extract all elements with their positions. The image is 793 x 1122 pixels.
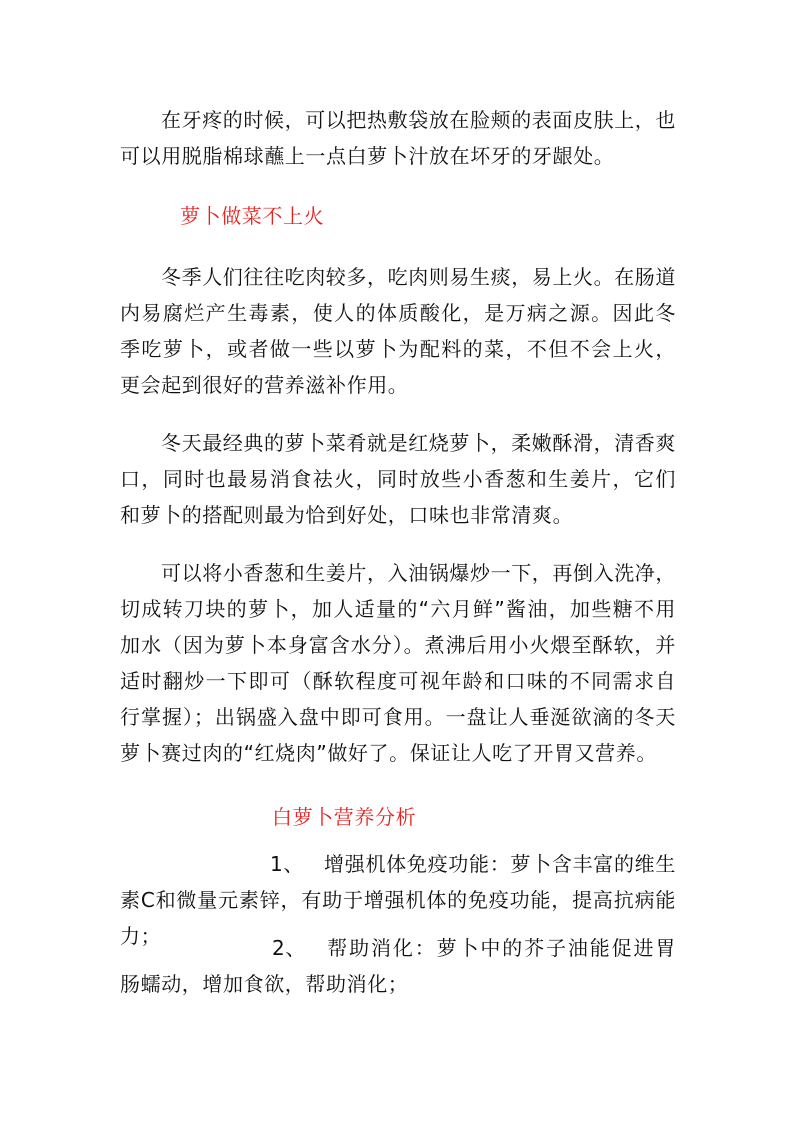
paragraph-toothache: 在牙疼的时候，可以把热敷袋放在脸颊的表面皮肤上，也可以用脱脂棉球蘸上一点白萝卜汁放在坏牙的牙龈处。 [120, 108, 676, 168]
paragraph-cooking-steps: 可以将小香葱和生姜片，入油锅爆炒一下，再倒入洗净，切成转刀块的萝卜，加人适量的“六月鲜”酱油，加些糖不用加水（因为萝卜本身富含水分）。煮沸后用小火煨至酥软，并适时翻炒一下即可（酥软程度可视年龄和口味的不同需求自行掌握）；出锅盛入盘中即可食用。一盘让人垂涎欲滴的冬天萝卜赛过肉的“红烧肉”做好了。保证让人吃了开胃又营养。 [120, 561, 676, 765]
list-number: 2、 [272, 936, 306, 960]
paragraph-winter-meat: 冬季人们往往吃肉较多，吃肉则易生痰，易上火。在肠道内易腐烂产生毒素，使人的体质酸化，是万病之源。因此冬季吃萝卜，或者做一些以萝卜为配料的菜，不但不会上火，更会起到很好的营养滋补作用。 [120, 265, 676, 397]
list-item-digestion [120, 930, 676, 1002]
list-text: 增强机体免疫功能：萝卜含丰富的维生素C和微量元素锌，有助于增强机体的免疫功能，提高抗病能力； [120, 852, 676, 948]
heading-radish-no-heat: 萝卜做菜不上火 [180, 204, 325, 228]
paragraph-braised-radish: 冬天最经典的萝卜菜肴就是红烧萝卜，柔嫩酥滑，清香爽口，同时也最易消食祛火，同时放些小香葱和生姜片，它们和萝卜的搭配则最为恰到好处，口味也非常清爽。 [120, 431, 676, 527]
list-number: 1、 [270, 852, 304, 876]
list-text: 帮助消化：萝卜中的芥子油能促进胃肠蠕动，增加食欲，帮助消化； [120, 936, 676, 996]
heading-nutrition-analysis: 白萝卜营养分析 [272, 805, 417, 829]
